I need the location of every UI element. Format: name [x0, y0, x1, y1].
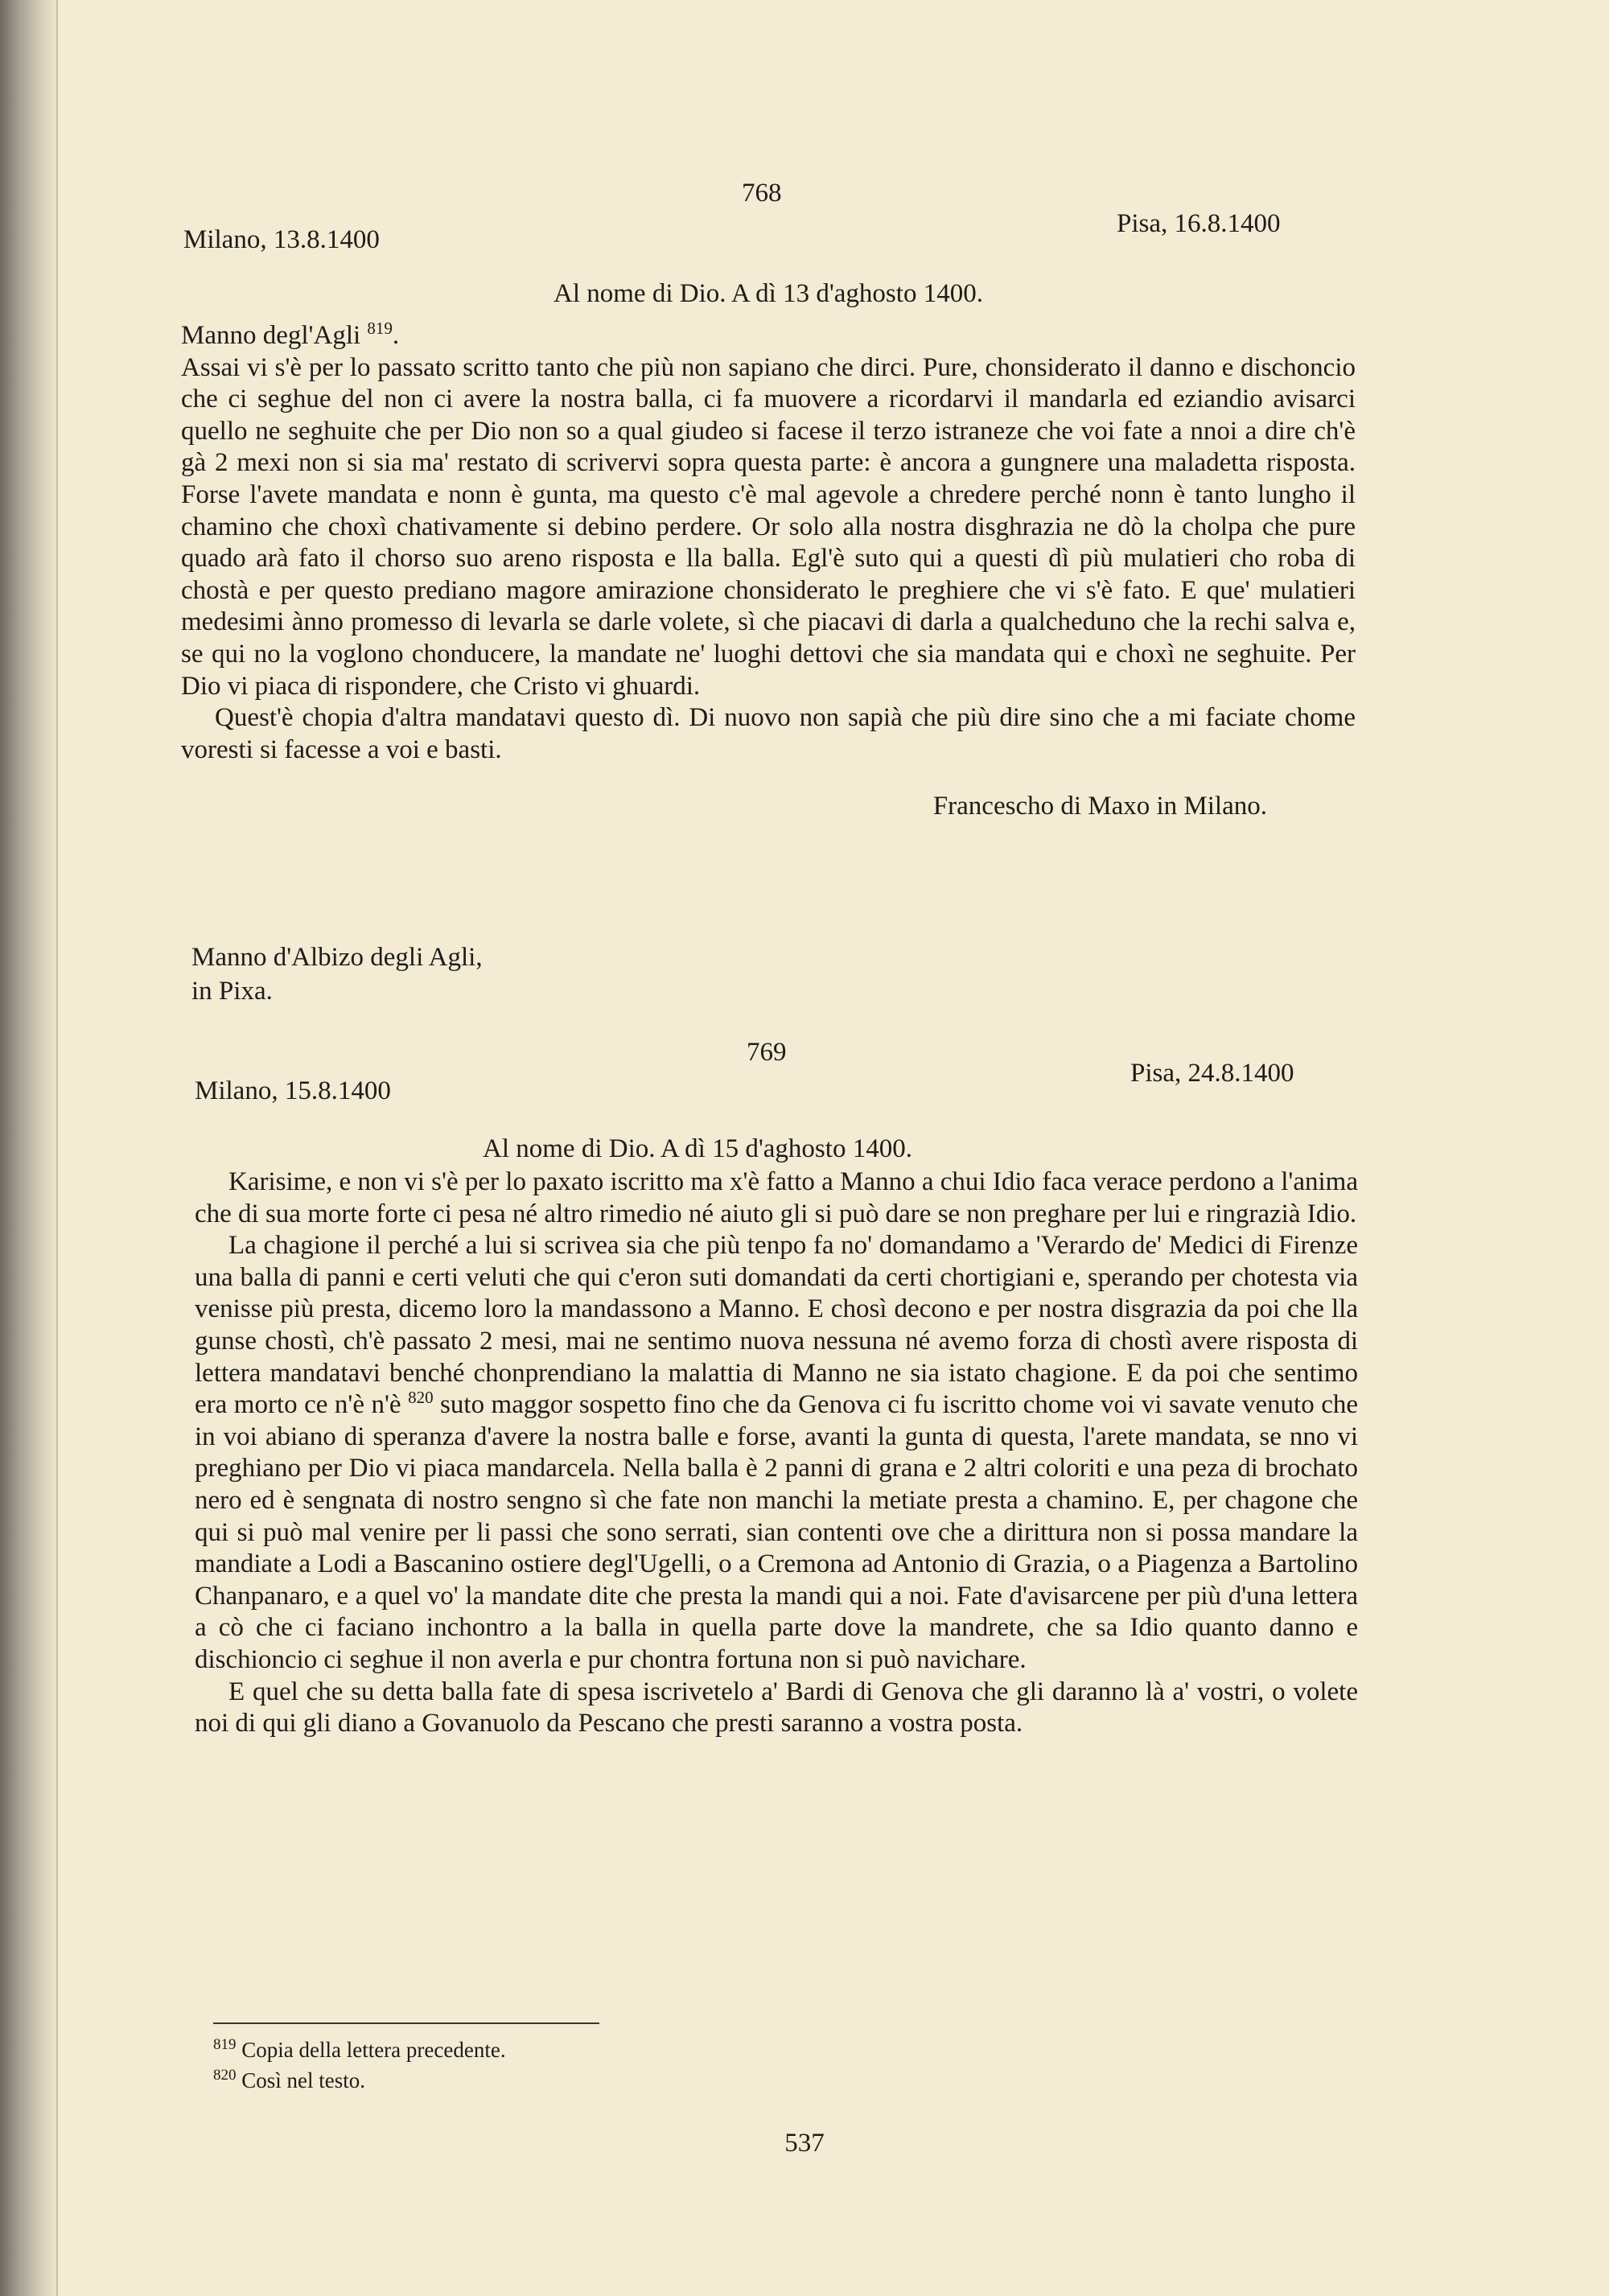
- footnote-ref-820: 820: [408, 1388, 434, 1408]
- letter-769-origin: Milano, 15.8.1400: [195, 1076, 391, 1105]
- letter-768-body: [181, 320, 1356, 822]
- letter-769-paragraph-1: Karisime, e non vi s'è per lo paxato iscritto ma x'è fatto a Manno a chui Idio faca verace perdono a l'anima che di sua morte forte ci pesa né altro rimedio né aiuto gli si può dare se non preghare per lui e ringrazià Idio.: [195, 1167, 1358, 1228]
- footnote-819: $^{819}$ Copia della lettera precedente.: [213, 2036, 506, 2062]
- footnote-rule: [213, 2022, 599, 2024]
- footnote-820: $^{820}$ Così nel testo.: [213, 2067, 365, 2092]
- letter-768-origin: Milano, 13.8.1400: [183, 225, 380, 254]
- letter-768-address-line-1: Manno d'Albizo degli Agli,: [191, 943, 483, 972]
- letter-768-number: 768: [742, 179, 782, 208]
- gutter-edge: [56, 0, 58, 2296]
- footnote-ref-819: 819: [367, 319, 393, 338]
- letter-769-paragraph-3: E quel che su detta balla fate di spesa iscrivetelo a' Bardi di Genova che gli daranno là a' vostri, o volete noi di qui gli diano a Govanuolo da Pescano che presti saranno a vostra posta.: [195, 1677, 1358, 1738]
- letter-768-address-line-2: in Pixa.: [191, 977, 273, 1006]
- letter-769-number: 769: [747, 1038, 787, 1067]
- letter-769-heading: Al nome di Dio. A dì 15 d'aghosto 1400.: [483, 1134, 912, 1163]
- letter-768-destination: Pisa, 16.8.1400: [1117, 209, 1281, 238]
- letter-769-body: [195, 1167, 1358, 1740]
- letter-768-signature: Francescho di Maxo in Milano.: [932, 792, 1267, 821]
- letter-768-salutation: Manno degl'Agli $^{819}$.: [181, 319, 400, 350]
- book-gutter: [0, 0, 56, 2296]
- letter-768-paragraph-2: Quest'è chopia d'altra mandatavi questo dì. Di nuovo non sapià che più dire sino che a mi faciate chome voresti si facesse a voi e basti.: [181, 703, 1356, 764]
- page-number: 537: [784, 2129, 825, 2158]
- letter-768-paragraph-1: Assai vi s'è per lo passato scritto tanto che più non sapiano che dirci. Pure, chonsiderato il danno e dischoncio che ci seghue del non ci avere la nostra balla, ci fa muovere a ricordarvi il mandarla ed eziandio avisarci quello ne seghuite che per Dio non so a qual giudeo si facese il terzo istraneze che voi fate a nnoi a dire ch'è gà 2 mexi non si sia ma' restato di scrivervi sopra questa parte: è ancora a gungnere una maladetta risposta. Forse l'avete mandata e nonn è gunta, ma questo c'è mal agevole a chredere perché nonn è tanto lungho il chamino che choxì chativamente si debino perdere. Or solo alla nostra disghrazia ne dò la cholpa che pure quado arà fato il chorso suo areno risposta e lla balla. Egl'è suto qui a questi dì più mulatieri cho roba di chostà e per questo prediano magore amirazione chonsiderato le preghiere che vi s'è fato. E que' mulatieri medesimi ànno promesso di levarla se darle volete, sì che piacavi di darla a qualcheduno che la rechi salva e, se qui no la voglono chonducere, la mandate ne' luoghi dettovi che sia mandata qui e choxì ne seghuite. Per Dio vi piaca di rispondere, che Cristo vi ghuardi.: [181, 352, 1356, 701]
- letter-769-paragraph-2: La chagione il perché a lui si scrivea sia che più tenpo fa no' domandamo a 'Verardo de' Medici di Firenze una balla di panni e certi veluti che qui c'eron suti domandati da certi chortigiani e, sperando per chotesta via venisse più presta, dicemo loro la mandassono a Manno. E chosì decono e per nostra disgrazia da poi che lla gunse chostì, ch'è passato 2 mesi, mai ne sentimo nuova nessuna né avemo forza di chostì avere risposta di lettera mandatavi benché chonprendiano la malattia di Manno ne sia istato chagione. E da poi che sentimo era morto ce n'è n'è $^{820}$ suto maggor sospetto fino che da Genova ci fu iscritto chome voi vi savate venuto che in voi abiano di speranza d'avere la nostra balle e forse, avanti la gunta di questa, l'arete mandata, se nno vi preghiano per Dio vi piaca mandarcela. Nella balla è 2 panni di grana e 2 altri coloriti e una peza di brochato nero ed è sengnata di nostro sengno sì che fate non manchi la metiate presta a chamino. E, per chagone che qui si può mal venire per li passi che sono serrati, sian contenti ove che a dirittura non si possa mandare la mandiate a Lodi a Bascanino ostiere degl'Ugelli, o a Cremona ad Antonio di Grazia, o a Piagenza a Bartolino Chanpanaro, e a quel vo' la mandate dite che presta la mandi qui a noi. Fate d'avisarcene per più d'una lettera a cò che ci faciano inchontro a la balla in quella parte dove la mandrete, che sa Idio quanto danno e dischioncio ci seghue il non averla e pur chontra fortuna non si può navichare.: [195, 1231, 1358, 1674]
- letter-768-heading: Al nome di Dio. A dì 13 d'aghosto 1400.: [553, 279, 983, 308]
- letter-769-destination: Pisa, 24.8.1400: [1130, 1059, 1294, 1088]
